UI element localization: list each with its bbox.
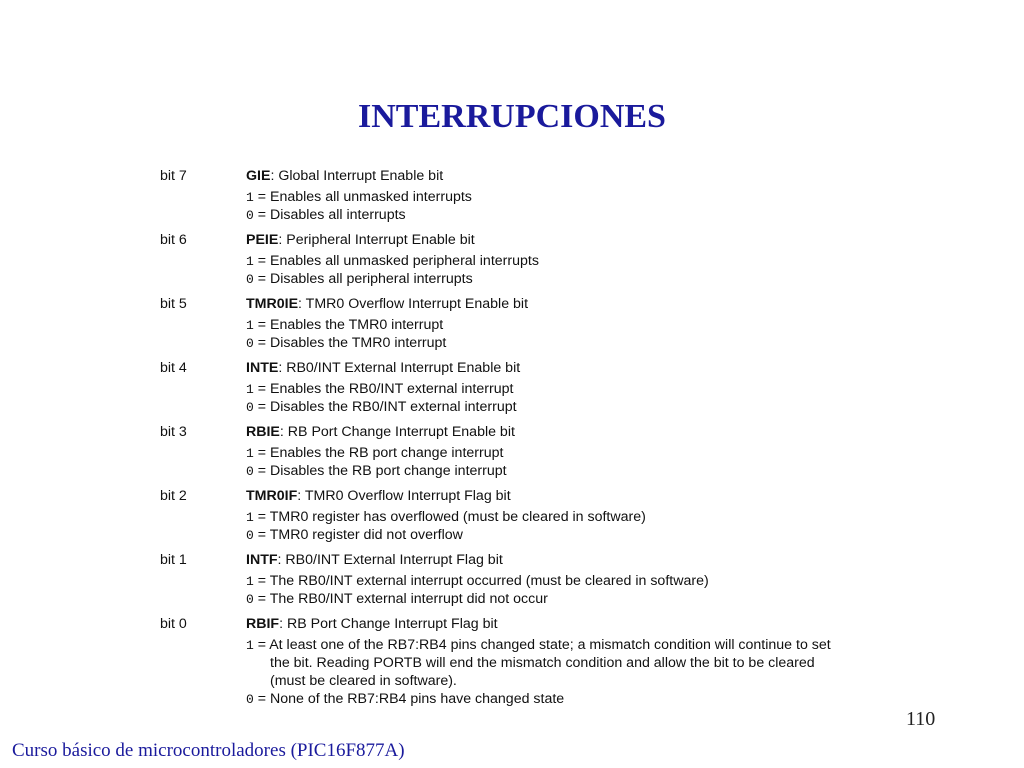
value-one-continuation: the bit. Reading PORTB will end the mismatch condition and allow the bit to be cleared <box>270 655 815 671</box>
value-zero-line <box>246 334 900 352</box>
value-zero: 0 <box>246 208 254 223</box>
bit-description <box>246 230 900 294</box>
value-zero-line <box>246 398 900 416</box>
bit-number: bit 3 <box>160 424 187 440</box>
bit-description <box>246 294 900 358</box>
bit-number: bit 1 <box>160 552 187 568</box>
value-zero-text: = Disables all interrupts <box>257 207 406 223</box>
bit-heading <box>246 166 900 188</box>
bit-description <box>246 550 900 614</box>
bit-row-0 <box>160 614 900 708</box>
value-zero: 0 <box>246 336 254 351</box>
bit-row-5 <box>160 294 900 358</box>
bit-number: bit 0 <box>160 616 187 632</box>
bit-title: : Global Interrupt Enable bit <box>270 168 444 184</box>
value-one-text: = At least one of the RB7:RB4 pins changed state; a mismatch condition will continue to set <box>257 637 831 653</box>
bit-row-1 <box>160 550 900 614</box>
bit-heading <box>246 614 900 636</box>
value-one-text: = Enables all unmasked interrupts <box>257 189 472 205</box>
footer-course-title: Curso básico de microcontroladores (PIC16F877A) <box>12 740 405 761</box>
value-zero-line <box>246 462 900 480</box>
value-zero-text: = Disables the RB0/INT external interrupt <box>257 399 517 415</box>
bit-title: : RB Port Change Interrupt Enable bit <box>279 424 515 440</box>
value-one: 1 <box>246 318 254 333</box>
value-zero-line <box>246 590 900 608</box>
value-one-text: = The RB0/INT external interrupt occurred (must be cleared in software) <box>257 573 709 589</box>
value-one-line <box>246 444 900 462</box>
bit-number: bit 5 <box>160 296 187 312</box>
value-zero-text: = The RB0/INT external interrupt did not occur <box>257 591 548 607</box>
intcon-bit-list <box>160 166 900 708</box>
value-zero: 0 <box>246 400 254 415</box>
value-zero: 0 <box>246 272 254 287</box>
value-one-line <box>246 508 900 526</box>
bit-title: : RB0/INT External Interrupt Enable bit <box>278 360 521 376</box>
bit-number: bit 6 <box>160 232 187 248</box>
value-zero: 0 <box>246 592 254 607</box>
value-one: 1 <box>246 190 254 205</box>
bit-description <box>246 166 900 230</box>
value-one: 1 <box>246 638 254 653</box>
value-one-line <box>246 380 900 398</box>
value-one: 1 <box>246 254 254 269</box>
value-zero: 0 <box>246 528 254 543</box>
bit-title: : RB Port Change Interrupt Flag bit <box>279 616 498 632</box>
bit-title: : TMR0 Overflow Interrupt Flag bit <box>297 488 511 504</box>
bit-title: : Peripheral Interrupt Enable bit <box>278 232 475 248</box>
bit-name: RBIE <box>246 424 280 440</box>
slide-title: INTERRUPCIONES <box>358 98 666 135</box>
bit-name: GIE <box>246 168 271 184</box>
value-one-continuation: (must be cleared in software). <box>270 673 457 689</box>
bit-number: bit 7 <box>160 168 187 184</box>
bit-heading <box>246 550 900 572</box>
page-number: 110 <box>906 708 936 730</box>
bit-description <box>246 486 900 550</box>
value-one-line <box>246 572 900 590</box>
bit-name: INTF <box>246 552 278 568</box>
bit-name: TMR0IE <box>246 296 299 312</box>
bit-description <box>246 422 900 486</box>
value-one-text: = Enables the RB port change interrupt <box>257 445 504 461</box>
bit-heading <box>246 230 900 252</box>
bit-heading <box>246 294 900 316</box>
value-one-text: = Enables the TMR0 interrupt <box>257 317 444 333</box>
value-zero-line <box>246 206 900 224</box>
bit-title: : TMR0 Overflow Interrupt Enable bit <box>298 296 529 312</box>
bit-number: bit 4 <box>160 360 187 376</box>
value-zero-line <box>246 526 900 544</box>
value-zero-text: = Disables all peripheral interrupts <box>257 271 473 287</box>
value-one-line <box>246 252 900 270</box>
bit-name: PEIE <box>246 232 279 248</box>
bit-row-3 <box>160 422 900 486</box>
value-zero: 0 <box>246 464 254 479</box>
bit-name: RBIF <box>246 616 280 632</box>
value-one-text: = Enables all unmasked peripheral interrupts <box>257 253 539 269</box>
bit-number: bit 2 <box>160 488 187 504</box>
value-zero-line <box>246 690 900 708</box>
value-zero-text: = Disables the TMR0 interrupt <box>257 335 447 351</box>
bit-heading <box>246 358 900 380</box>
value-one: 1 <box>246 382 254 397</box>
value-one: 1 <box>246 446 254 461</box>
bit-description <box>246 358 900 422</box>
bit-name: TMR0IF <box>246 488 298 504</box>
value-zero: 0 <box>246 692 254 707</box>
value-zero-text: = None of the RB7:RB4 pins have changed state <box>257 691 565 707</box>
value-one: 1 <box>246 510 254 525</box>
value-zero-line <box>246 270 900 288</box>
bit-row-6 <box>160 230 900 294</box>
bit-row-2 <box>160 486 900 550</box>
value-one-text: = TMR0 register has overflowed (must be cleared in software) <box>257 509 646 525</box>
value-zero-text: = Disables the RB port change interrupt <box>257 463 507 479</box>
value-one-text: = Enables the RB0/INT external interrupt <box>257 381 514 397</box>
value-zero-text: = TMR0 register did not overflow <box>257 527 463 543</box>
bit-title: : RB0/INT External Interrupt Flag bit <box>277 552 503 568</box>
value-one: 1 <box>246 574 254 589</box>
bit-row-7 <box>160 166 900 230</box>
bit-heading <box>246 422 900 444</box>
bit-row-4 <box>160 358 900 422</box>
value-one-line <box>246 188 900 206</box>
bit-heading <box>246 486 900 508</box>
bit-description <box>246 614 900 708</box>
value-one-line <box>246 636 900 654</box>
bit-name: INTE <box>246 360 279 376</box>
value-one-line <box>246 316 900 334</box>
